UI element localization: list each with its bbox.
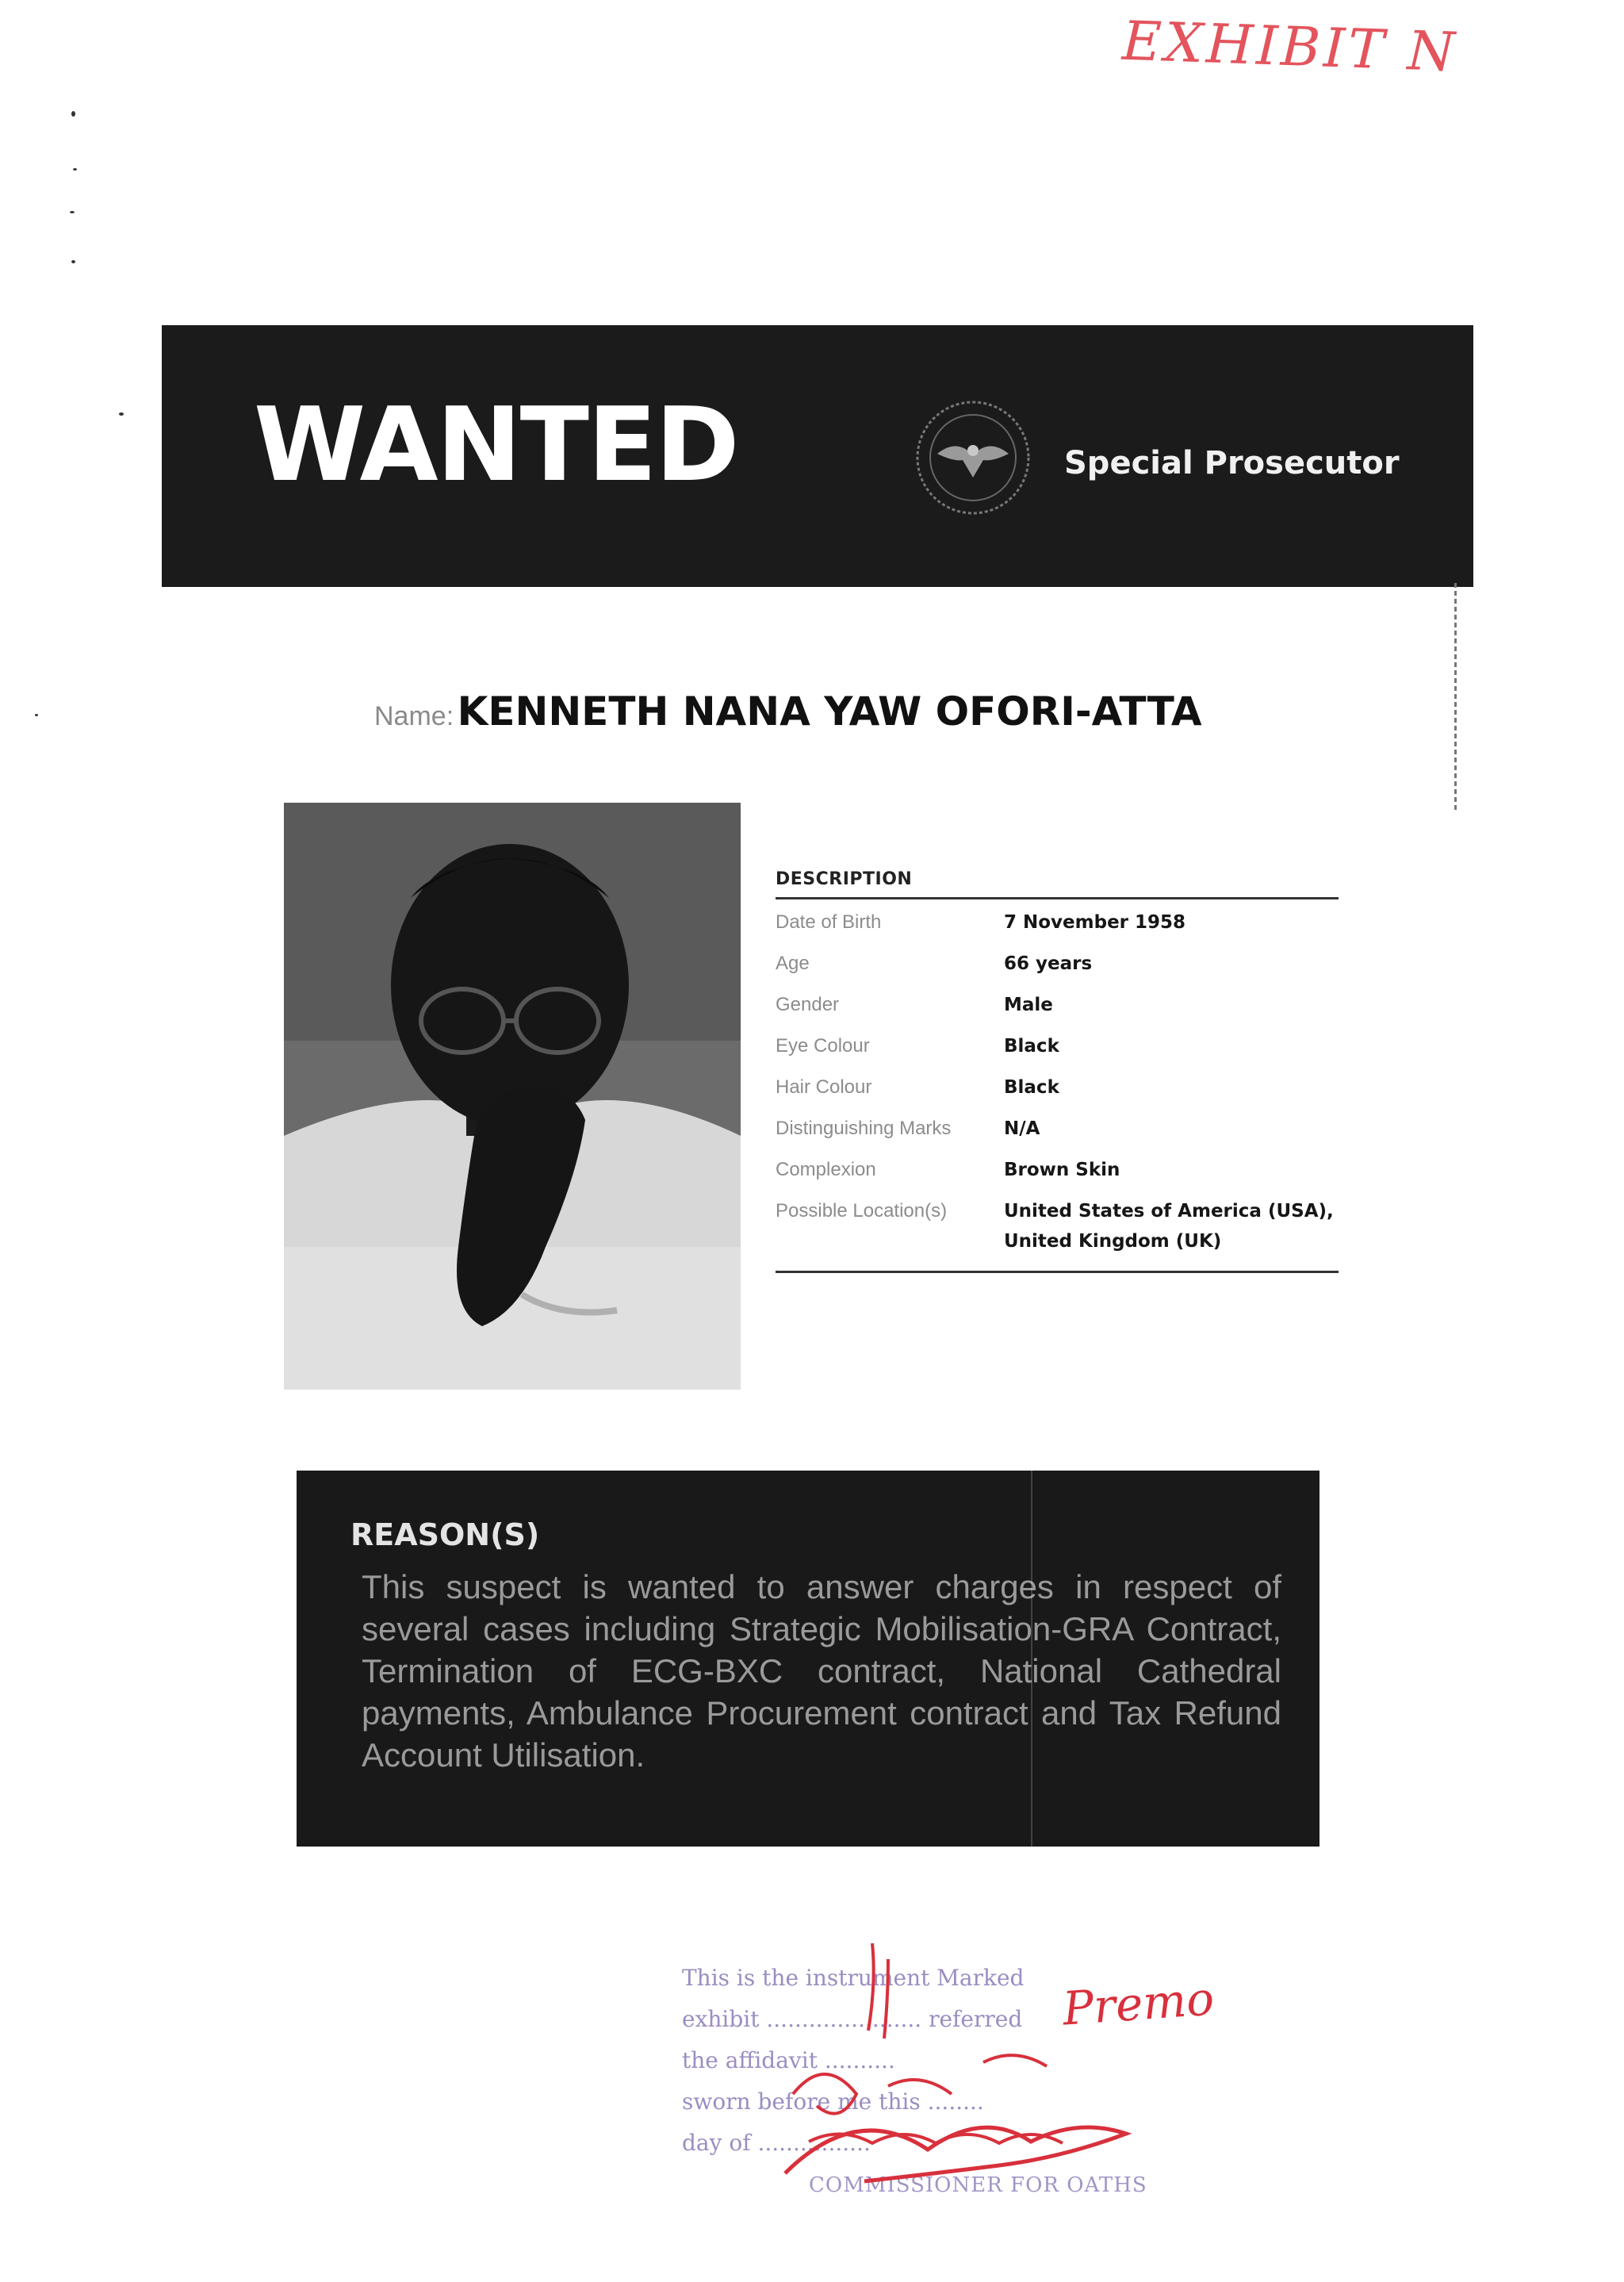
stamp-line: the affidavit .......... bbox=[682, 2047, 895, 2073]
scan-artifact-line bbox=[1454, 583, 1457, 813]
table-row bbox=[776, 907, 1339, 949]
subject-name: KENNETH NANA YAW OFORI-ATTA bbox=[457, 688, 1202, 734]
row-label: Eye Colour bbox=[776, 1035, 870, 1057]
name-label: Name: bbox=[374, 701, 454, 731]
row-value: Brown Skin bbox=[1004, 1160, 1120, 1180]
scan-speck bbox=[70, 211, 75, 213]
reason-title: REASON(S) bbox=[350, 1517, 540, 1552]
table-row bbox=[776, 949, 1339, 990]
commissioner-stamp bbox=[650, 1935, 1221, 2221]
row-label: Age bbox=[776, 953, 810, 974]
table-row bbox=[776, 990, 1339, 1031]
row-value: Black bbox=[1004, 1036, 1059, 1057]
description-rows bbox=[776, 907, 1339, 1256]
office-name: Special Prosecutor bbox=[1064, 445, 1400, 481]
row-label: Distinguishing Marks bbox=[776, 1118, 952, 1139]
description-bottom-rule bbox=[776, 1271, 1339, 1273]
description-table bbox=[776, 869, 1339, 1273]
row-label: Complexion bbox=[776, 1159, 876, 1180]
row-value: 66 years bbox=[1004, 953, 1093, 974]
row-label: Date of Birth bbox=[776, 911, 882, 933]
exhibit-label: EXHIBIT N bbox=[1120, 10, 1459, 85]
special-prosecutor-seal-icon bbox=[914, 398, 1032, 517]
table-row bbox=[776, 1031, 1339, 1072]
table-row bbox=[776, 1072, 1339, 1114]
row-label: Hair Colour bbox=[776, 1076, 872, 1098]
scan-speck bbox=[71, 260, 75, 263]
stamp-line: sworn before me this ........ bbox=[682, 2088, 984, 2115]
stamp-line: This is the instrument Marked bbox=[682, 1965, 1025, 1991]
stamp-line: exhibit ...................... referred bbox=[682, 2006, 1023, 2032]
row-value: N/A bbox=[1004, 1118, 1040, 1139]
table-row bbox=[776, 1155, 1339, 1196]
row-value: 7 November 1958 bbox=[1004, 912, 1186, 933]
signature-scribble bbox=[650, 1935, 1221, 2221]
row-value: Black bbox=[1004, 1077, 1059, 1098]
reason-box bbox=[297, 1471, 1320, 1847]
subject-name-row bbox=[374, 688, 1326, 734]
scan-fold-line bbox=[1031, 1471, 1032, 1847]
description-heading: DESCRIPTION bbox=[776, 869, 1339, 899]
wanted-header bbox=[162, 325, 1473, 587]
table-row bbox=[776, 1196, 1339, 1256]
reason-text: This suspect is wanted to answer charges in respect of several cases including Strategic Mobilisation-GRA Contract, Termination of ECG-BXC contract, National Cathedral payments, Ambulance Procurement contract and Tax Refund Account Utilisation. bbox=[362, 1568, 1281, 1774]
stamp-line: day of ................ bbox=[682, 2130, 871, 2156]
table-row bbox=[776, 1114, 1339, 1155]
row-value: United States of America (USA), United Kingdom (UK) bbox=[1004, 1201, 1334, 1252]
row-label: Gender bbox=[776, 994, 840, 1015]
row-label: Possible Location(s) bbox=[776, 1200, 948, 1222]
handwritten-name: Premo bbox=[1060, 1971, 1216, 2036]
stamp-footer: COMMISSIONER FOR OATHS bbox=[809, 2173, 1147, 2197]
suspect-photo bbox=[284, 803, 741, 1390]
suspect-portrait-icon bbox=[284, 803, 741, 1390]
scan-speck bbox=[35, 714, 38, 716]
scan-speck bbox=[71, 111, 75, 117]
wanted-title: WANTED bbox=[254, 386, 738, 504]
scan-speck bbox=[119, 412, 124, 416]
scan-speck bbox=[73, 168, 77, 171]
row-value: Male bbox=[1004, 995, 1053, 1015]
